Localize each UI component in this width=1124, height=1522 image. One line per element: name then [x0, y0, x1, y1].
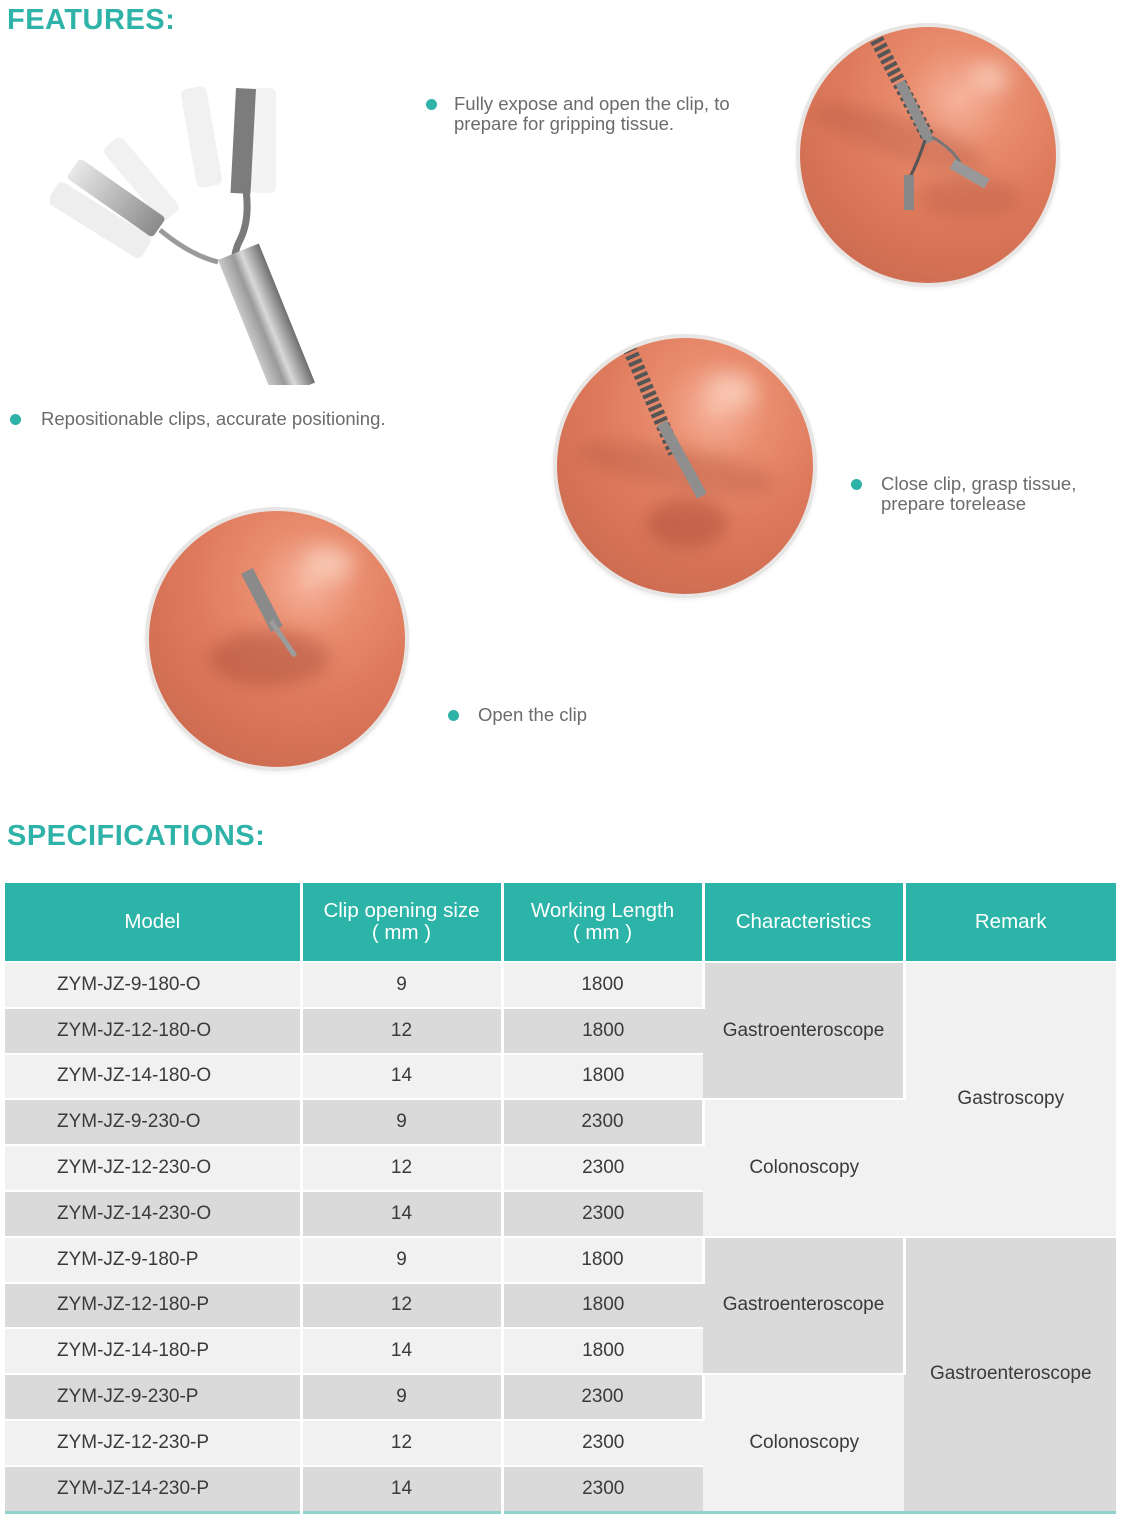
- table-header-row: [5, 883, 1116, 962]
- characteristics-cell: Colonoscopy: [703, 1099, 904, 1236]
- working-length-cell: 2300: [502, 1191, 703, 1237]
- column-header-working-length: Working Length ( mm ): [502, 883, 703, 962]
- model-cell: ZYM-JZ-9-180-P: [5, 1237, 301, 1283]
- column-header-characteristics: Characteristics: [703, 883, 904, 962]
- characteristics-cell: Colonoscopy: [703, 1374, 904, 1512]
- working-length-cell: 2300: [502, 1466, 703, 1512]
- feature-item-1: Fully expose and open the clip, to prepare for gripping tissue.: [426, 94, 786, 138]
- clip-size-cell: 14: [301, 1466, 502, 1512]
- bullet-dot-icon: [10, 414, 21, 425]
- model-cell: ZYM-JZ-12-230-P: [5, 1420, 301, 1466]
- clip-size-cell: 9: [301, 962, 502, 1008]
- working-length-cell: 1800: [502, 1283, 703, 1329]
- working-length-cell: 1800: [502, 1328, 703, 1374]
- model-cell: ZYM-JZ-14-230-P: [5, 1466, 301, 1512]
- model-cell: ZYM-JZ-12-180-P: [5, 1283, 301, 1329]
- specifications-table: [5, 883, 1116, 1514]
- feature-item-4: Open the clip: [448, 705, 648, 727]
- endoscopic-view-clip-closed-grasp: [557, 338, 813, 594]
- clip-size-cell: 14: [301, 1328, 502, 1374]
- working-length-cell: 2300: [502, 1099, 703, 1145]
- clip-size-cell: 12: [301, 1283, 502, 1329]
- working-length-cell: 2300: [502, 1374, 703, 1420]
- clip-opening-motion-illustration: [50, 80, 330, 385]
- table-row: [5, 1237, 1116, 1283]
- clip-size-cell: 9: [301, 1099, 502, 1145]
- bullet-dot-icon: [448, 710, 459, 721]
- specifications-heading: SPECIFICATIONS:: [7, 820, 266, 852]
- column-header-model: Model: [5, 883, 301, 962]
- clip-size-cell: 14: [301, 1054, 502, 1100]
- clip-size-cell: 9: [301, 1237, 502, 1283]
- column-header-clip-opening-size: Clip opening size ( mm ): [301, 883, 502, 962]
- feature-item-2: Repositionable clips, accurate positioning.: [10, 409, 450, 431]
- clip-size-cell: 9: [301, 1374, 502, 1420]
- remark-cell: Gastroscopy: [904, 962, 1116, 1237]
- working-length-cell: 1800: [502, 1054, 703, 1100]
- working-length-cell: 2300: [502, 1145, 703, 1191]
- clip-size-cell: 12: [301, 1145, 502, 1191]
- working-length-cell: 1800: [502, 1237, 703, 1283]
- endoscopic-view-clip-fully-open: [800, 27, 1056, 283]
- working-length-cell: 2300: [502, 1420, 703, 1466]
- feature-item-3: Close clip, grasp tissue, prepare torelease: [851, 474, 1121, 518]
- model-cell: ZYM-JZ-12-180-O: [5, 1008, 301, 1054]
- clip-size-cell: 12: [301, 1420, 502, 1466]
- clip-size-cell: 14: [301, 1191, 502, 1237]
- model-cell: ZYM-JZ-9-230-P: [5, 1374, 301, 1420]
- model-cell: ZYM-JZ-9-230-O: [5, 1099, 301, 1145]
- working-length-cell: 1800: [502, 962, 703, 1008]
- endoscopic-view-clip-open: [149, 511, 405, 767]
- bullet-dot-icon: [851, 479, 862, 490]
- model-cell: ZYM-JZ-12-230-O: [5, 1145, 301, 1191]
- model-cell: ZYM-JZ-9-180-O: [5, 962, 301, 1008]
- model-cell: ZYM-JZ-14-180-O: [5, 1054, 301, 1100]
- features-heading: FEATURES:: [7, 4, 176, 36]
- model-cell: ZYM-JZ-14-230-O: [5, 1191, 301, 1237]
- working-length-cell: 1800: [502, 1008, 703, 1054]
- bullet-dot-icon: [426, 99, 437, 110]
- table-row: [5, 962, 1116, 1008]
- characteristics-cell: Gastroenteroscope: [703, 962, 904, 1099]
- characteristics-cell: Gastroenteroscope: [703, 1237, 904, 1374]
- remark-cell: Gastroenteroscope: [904, 1237, 1116, 1512]
- column-header-remark: Remark: [904, 883, 1116, 962]
- clip-size-cell: 12: [301, 1008, 502, 1054]
- model-cell: ZYM-JZ-14-180-P: [5, 1328, 301, 1374]
